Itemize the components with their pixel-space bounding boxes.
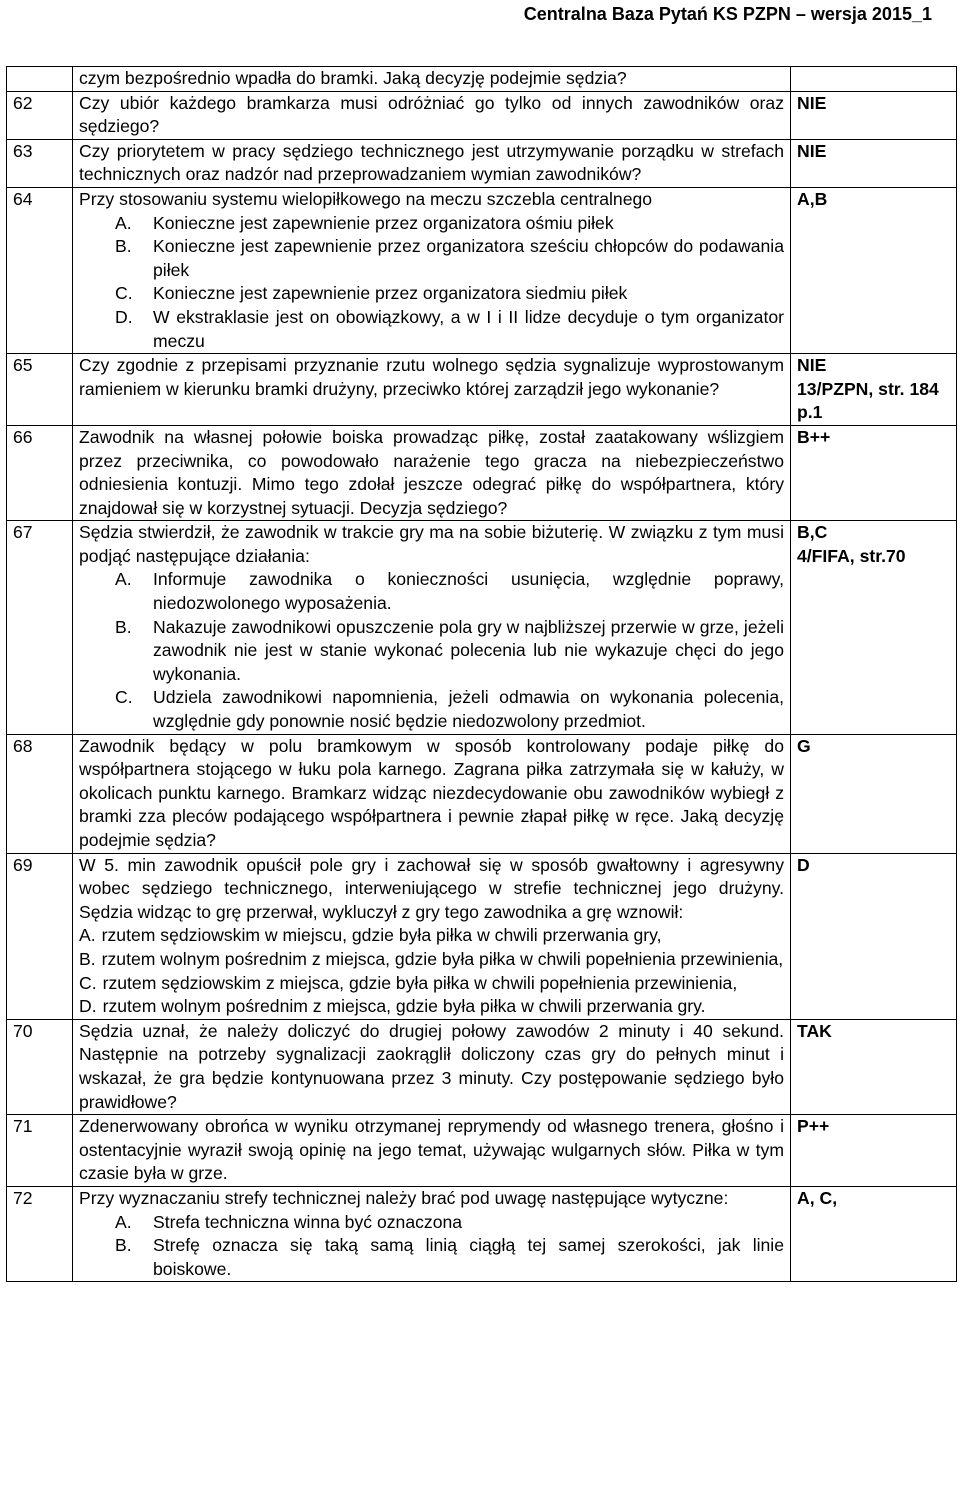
question-row xyxy=(7,354,957,426)
question-row xyxy=(7,1115,957,1187)
answer-reference: 4/FIFA, str.70 xyxy=(797,545,906,566)
answer-cell xyxy=(791,425,957,520)
question-number: 69 xyxy=(7,853,73,1019)
answer-option xyxy=(79,972,784,996)
document-title: Centralna Baza Pytań KS PZPN – wersja 2015_1 xyxy=(523,4,932,24)
question-text: czym bezpośrednio wpadła do bramki. Jaką decyzję podejmie sędzia? xyxy=(79,68,627,88)
answer-cell xyxy=(791,853,957,1019)
answer-key: TAK xyxy=(797,1020,832,1041)
question-number: 63 xyxy=(7,139,73,187)
question-text: Zawodnik na własnej połowie boiska prowadząc piłkę, został zaatakowany wślizgiem przez przeciwnika, co powodowało narażenie tego gracza na niebezpieczeństwo odniesienia kontuzji. Mimo tego zdołał jeszcze odegrać piłkę do współpartnera, który znajdował się w korzystnej sytuacji. Decyzja sędziego? xyxy=(79,426,784,518)
question-row xyxy=(7,1186,957,1281)
question-text: Czy ubiór każdego bramkarza musi odróżniać go tylko od innych zawodników oraz sędziego? xyxy=(79,92,784,137)
question-number: 66 xyxy=(7,425,73,520)
question-cell xyxy=(73,734,791,853)
answer-option xyxy=(79,235,784,282)
answer-cell xyxy=(791,1019,957,1114)
option-text: rzutem wolnym pośrednim z miejsca, gdzie była piłka w chwili popełnienia przewinienia, xyxy=(101,948,784,969)
answer-key: D xyxy=(797,854,810,875)
option-text: Konieczne jest zapewnienie przez organizatora sześciu chłopców do podawania piłek xyxy=(153,236,784,280)
answer-key: NIE xyxy=(797,140,827,161)
question-row xyxy=(7,734,957,853)
answer-option xyxy=(79,306,784,353)
question-row xyxy=(7,67,957,92)
answer-option xyxy=(79,212,784,236)
question-number: 64 xyxy=(7,187,73,353)
answer-option xyxy=(79,282,784,306)
question-cell xyxy=(73,139,791,187)
option-label: B. xyxy=(115,236,132,257)
option-label: A. xyxy=(79,925,96,946)
option-text: Informuje zawodnika o konieczności usunięcia, względnie poprawy, niedozwolonego wyposażenia. xyxy=(153,569,784,614)
answer-key: NIE xyxy=(797,355,827,376)
question-number: 62 xyxy=(7,91,73,139)
option-text: Udziela zawodnikowi napomnienia, jeżeli odmawia on wykonania polecenia, względnie gdy ponownie nosić będzie niedozwolony przedmiot. xyxy=(153,687,784,732)
answer-cell xyxy=(791,521,957,734)
question-text: Czy zgodnie z przepisami przyznanie rzutu wolnego sędzia sygnalizuje wyprostowanym ramieniem w kierunku bramki drużyny, przeciwko której zarządził jego wykonanie? xyxy=(79,355,784,399)
question-cell xyxy=(73,853,791,1019)
question-row xyxy=(7,425,957,520)
questions-table xyxy=(6,66,957,1282)
question-cell xyxy=(73,1019,791,1114)
question-row xyxy=(7,853,957,1019)
option-label: C. xyxy=(115,283,133,304)
answer-reference: 13/PZPN, str. 184 p.1 xyxy=(797,378,939,423)
answer-key: B++ xyxy=(797,426,831,447)
question-cell xyxy=(73,187,791,353)
answer-cell xyxy=(791,1186,957,1281)
question-row xyxy=(7,521,957,734)
answer-cell xyxy=(791,139,957,187)
option-label: C. xyxy=(79,972,97,993)
question-row xyxy=(7,91,957,139)
question-text: Zdenerwowany obrońca w wyniku otrzymanej reprymendy od własnego trenera, głośno i ostentacyjnie wyraził swoją opinię na jego temat, używając wulgarnych słów. Piłka w tym czasie była w grze. xyxy=(79,1116,784,1184)
answer-option xyxy=(79,948,784,972)
answer-cell xyxy=(791,734,957,853)
question-row xyxy=(7,1019,957,1114)
option-text: Strefa techniczna winna być oznaczona xyxy=(153,1211,463,1232)
option-text: Nakazuje zawodnikowi opuszczenie pola gry w najbliższej przerwie w grze, jeżeli zawodnik nie jest w stanie wykonać polecenia lub nie wykazuje chęci do jego wykonania. xyxy=(153,616,784,684)
question-text: Zawodnik będący w polu bramkowym w sposób kontrolowany podaje piłkę do współpartnera stojącego w łuku pola karnego. Zagrana piłka zatrzymała się w kałuży, w okolicach punktu karnego. Bramkarz widząc niezdecydowanie obu zawodników wybiegł z bramki zza pleców podającego współpartnera i pewnie złapał piłkę w ręce. Jaką decyzję podejmie sędzia? xyxy=(79,735,784,850)
question-text: Sędzia stwierdził, że zawodnik w trakcie gry ma na sobie biżuterię. W związku z tym musi podjąć następujące działania: xyxy=(79,522,784,566)
question-row xyxy=(7,187,957,353)
question-text: W 5. min zawodnik opuścił pole gry i zachował się w sposób gwałtowny i agresywny wobec sędziego technicznego, interweniującego w strefie technicznej jego drużyny. Sędzia widząc to grę przerwał, wykluczył z gry tego zawodnika a grę wznowił: xyxy=(79,854,784,922)
question-text: Czy priorytetem w pracy sędziego technicznego jest utrzymywanie porządku w strefach technicznych oraz nadzór nad przeprowadzaniem wymian zawodników? xyxy=(79,140,784,185)
option-label: A. xyxy=(115,569,132,590)
option-label: A. xyxy=(115,1211,132,1232)
question-number: 67 xyxy=(7,521,73,734)
answer-cell xyxy=(791,187,957,353)
answer-option xyxy=(79,686,784,733)
question-number: 72 xyxy=(7,1186,73,1281)
question-number: 68 xyxy=(7,734,73,853)
question-text: Przy wyznaczaniu strefy technicznej należy brać pod uwagę następujące wytyczne: xyxy=(79,1187,729,1208)
option-label: D. xyxy=(115,306,133,327)
option-text: Konieczne jest zapewnienie przez organizatora siedmiu piłek xyxy=(153,283,628,304)
answer-key: P++ xyxy=(797,1116,830,1137)
question-cell xyxy=(73,1115,791,1187)
option-label: C. xyxy=(115,687,133,708)
answer-option xyxy=(79,924,784,948)
question-text: Sędzia uznał, że należy doliczyć do drugiej połowy zawodów 2 minuty i 40 sekund. Następnie na potrzeby sygnalizacji zaokrąglił doliczony czas gry do pełnych minut i wskazał, że gra będzie kontynuowana przez 3 minuty. Czy postępowanie sędziego było prawidłowe? xyxy=(79,1020,784,1112)
answer-option xyxy=(79,1234,784,1281)
answer-key: A, C, xyxy=(797,1187,838,1208)
option-label: A. xyxy=(115,212,132,233)
answer-key: NIE xyxy=(797,92,827,113)
option-text: Konieczne jest zapewnienie przez organizatora ośmiu piłek xyxy=(153,212,614,233)
option-text: W ekstraklasie jest on obowiązkowy, a w I i II lidze decyduje o tym organizator meczu xyxy=(153,306,784,351)
question-number: 65 xyxy=(7,354,73,426)
answer-option xyxy=(79,1211,784,1235)
question-number: 71 xyxy=(7,1115,73,1187)
question-number: 70 xyxy=(7,1019,73,1114)
answer-option xyxy=(79,616,784,687)
answer-key: G xyxy=(797,735,811,756)
answer-cell xyxy=(791,1115,957,1187)
question-number xyxy=(7,67,73,92)
option-text: Strefę oznacza się taką samą linią ciągłą tej samej szerokości, jak linie boiskowe. xyxy=(153,1235,784,1279)
answer-key: A,B xyxy=(797,188,828,209)
answer-option xyxy=(79,568,784,615)
answer-key: B,C xyxy=(797,522,828,543)
answer-option xyxy=(79,995,784,1019)
option-text: rzutem wolnym pośrednim z miejsca, gdzie była piłka w chwili przerwania gry. xyxy=(102,996,706,1017)
option-text: rzutem sędziowskim w miejscu, gdzie była piłka w chwili przerwania gry, xyxy=(101,925,662,946)
question-cell xyxy=(73,1186,791,1281)
question-cell xyxy=(73,91,791,139)
answer-cell xyxy=(791,354,957,426)
page-header xyxy=(0,0,960,44)
question-cell xyxy=(73,521,791,734)
question-cell xyxy=(73,67,791,92)
option-label: B. xyxy=(115,1235,132,1256)
option-label: D. xyxy=(79,996,97,1017)
question-row xyxy=(7,139,957,187)
questions-table-body xyxy=(7,67,957,1282)
option-label: B. xyxy=(115,616,132,637)
answer-cell xyxy=(791,91,957,139)
option-label: B. xyxy=(79,948,96,969)
question-cell xyxy=(73,354,791,426)
option-text: rzutem sędziowskim z miejsca, gdzie była piłka w chwili popełnienia przewinienia, xyxy=(102,972,738,993)
question-cell xyxy=(73,425,791,520)
answer-cell xyxy=(791,67,957,92)
question-text: Przy stosowaniu systemu wielopiłkowego na meczu szczebla centralnego xyxy=(79,188,653,209)
